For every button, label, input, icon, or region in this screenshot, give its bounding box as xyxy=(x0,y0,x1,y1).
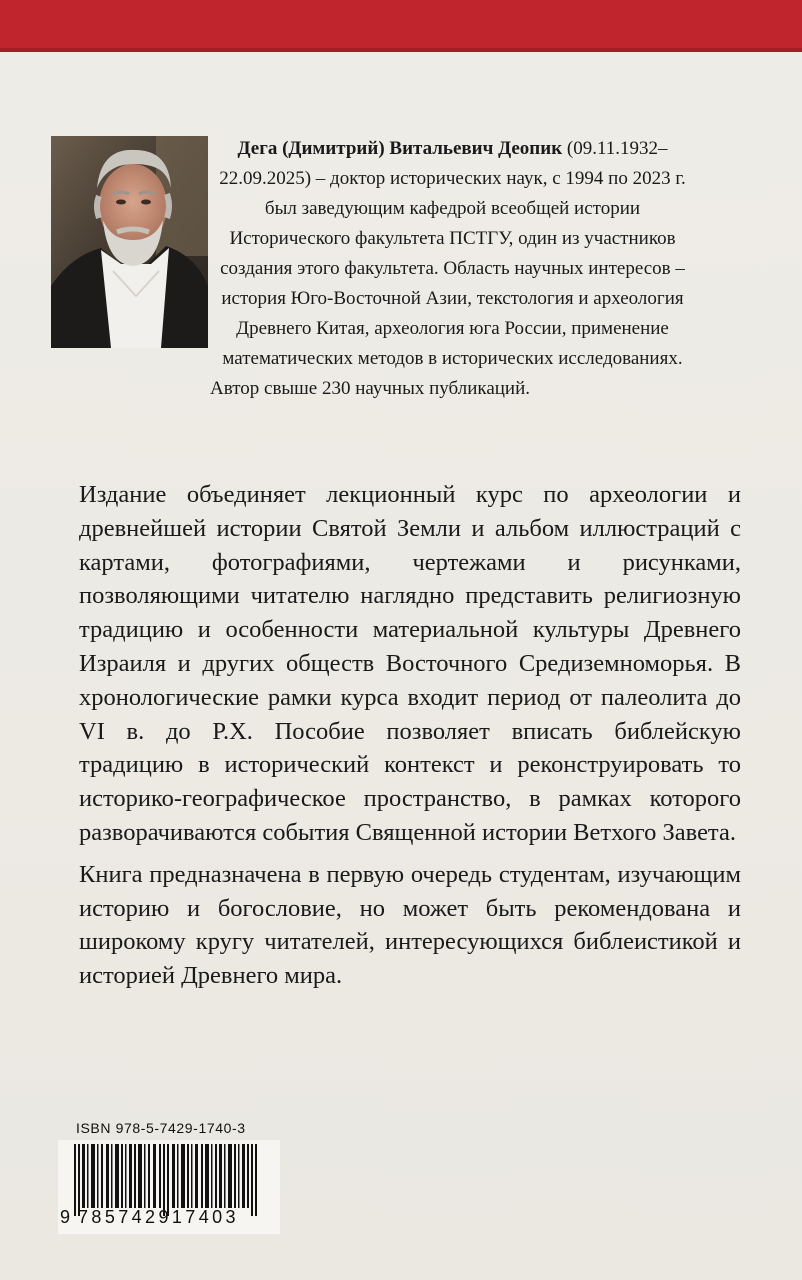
barcode-digit-groups: 785742917403 xyxy=(78,1207,239,1227)
description-paragraph-2: Книга предназначена в первую очередь студентам, изучающим историю и богословие, но может быть рекомендована и широкому кругу читателей, интересующихся библеистикой и историей Древнего мира. xyxy=(79,860,741,990)
photo-spacer xyxy=(50,134,215,356)
cover-top-band xyxy=(0,0,802,52)
author-bio-text: (09.11.1932–22.09.2025) – доктор исторических наук, с 1994 по 2023 г. был заведующим кафедрой всеобщей истории Исторического факультета ПСТГУ, один из участников создания этого факультета. Область научных интересов – история Юго-Восточной Азии, текстология и археология Древнего Китая, археология юга России, применение математических методов в исторических исследованиях. Автор свыше 230 научных публикаций. xyxy=(209,138,686,399)
barcode-first-digit: 9 xyxy=(60,1207,72,1227)
book-description xyxy=(79,478,741,993)
description-paragraph-1: Издание объединяет лекционный курс по археологии и древнейшей истории Святой Земли и альбом иллюстраций с картами, фотографиями, чертежами и рисунками, позволяющими читателю наглядно представить религиозную традицию и особенности материальной культуры Древнего Израиля и других обществ Восточного Средиземноморья. В хронологические рамки курса входит период от палеолита до VI в. до Р.Х. Пособие позволяет вписать библейскую традицию в исторический контекст и реконструировать то историко-географическое пространство, в рамках которого разворачиваются события Священной истории Ветхого Завета. xyxy=(79,481,741,846)
isbn-label: ISBN 978-5-7429-1740-3 xyxy=(76,1120,246,1136)
author-name: Дега (Димитрий) Витальевич Деопик xyxy=(237,138,563,159)
author-bio xyxy=(50,134,690,404)
